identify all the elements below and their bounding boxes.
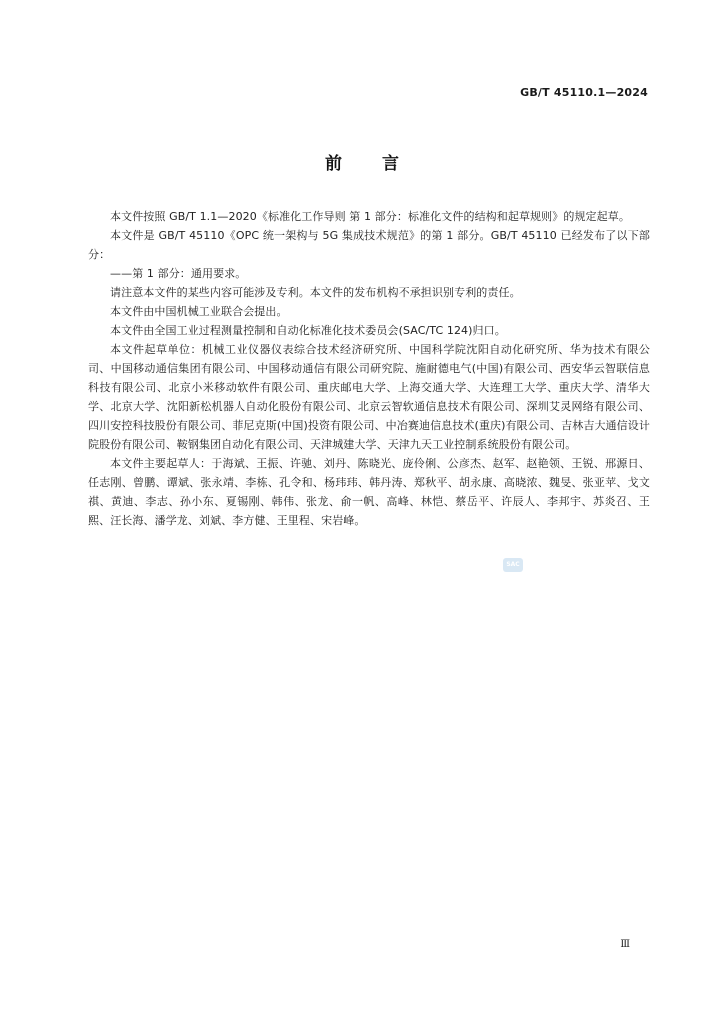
page-number: Ⅲ [620, 939, 630, 950]
standard-number: GB/T 45110.1—2024 [520, 86, 648, 99]
paragraph-committee: 本文件由全国工业过程测量控制和自动化标准化技术委员会(SAC/TC 124)归口。 [110, 324, 506, 337]
foreword-body [88, 207, 650, 530]
paragraph-series-parts: 本文件是 GB/T 45110《OPC 统一架构与 5G 集成技术规范》的第 1 部分。GB/T 45110 已经发布了以下部分： [88, 229, 650, 261]
paragraph-drafting-units: 本文件起草单位：机械工业仪器仪表综合技术经济研究所、中国科学院沈阳自动化研究所、华为技术有限公司、中国移动通信集团有限公司、中国移动通信有限公司研究院、施耐德电气(中国)有限公司、西安华云智联信息科技有限公司、北京小米移动软件有限公司、重庆邮电大学、上海交通大学、大连理工大学、重庆大学、清华大学、北京大学、沈阳新松机器人自动化股份有限公司、北京云智软通信息技术有限公司、深圳艾灵网络有限公司、四川安控科技股份有限公司、菲尼克斯(中国)投资有限公司、中冶赛迪信息技术(重庆)有限公司、吉林吉大通信设计院股份有限公司、鞍钢集团自动化有限公司、天津城建大学、天津九天工业控制系统股份有限公司。 [88, 343, 650, 451]
sac-watermark-logo: SAC [503, 558, 523, 572]
paragraph-proposer: 本文件由中国机械工业联合会提出。 [110, 305, 288, 318]
paragraph-patent-notice: 请注意本文件的某些内容可能涉及专利。本文件的发布机构不承担识别专利的责任。 [110, 286, 521, 299]
page-title: 前言 [325, 154, 439, 174]
paragraph-part-list: ——第 1 部分：通用要求。 [110, 267, 247, 280]
paragraph-drafting-rules: 本文件按照 GB/T 1.1—2020《标准化工作导则 第 1 部分：标准化文件的结构和起草规则》的规定起草。 [110, 210, 630, 223]
paragraph-drafters: 本文件主要起草人：于海斌、王振、许驰、刘丹、陈晓光、庞伶俐、公彦杰、赵军、赵艳领、王锐、邢源日、任志刚、曾鹏、谭斌、张永靖、李栋、孔令和、杨玮玮、韩丹涛、郑秋平、胡永康、高晓浓、魏旻、张亚苹、戈文祺、黄迪、李志、孙小东、夏锡刚、韩伟、张龙、俞一帆、高峰、林恺、蔡岳平、许辰人、李邦宇、苏炎召、王熙、汪长海、潘学龙、刘斌、李方健、王里程、宋岩峰。 [88, 457, 650, 527]
